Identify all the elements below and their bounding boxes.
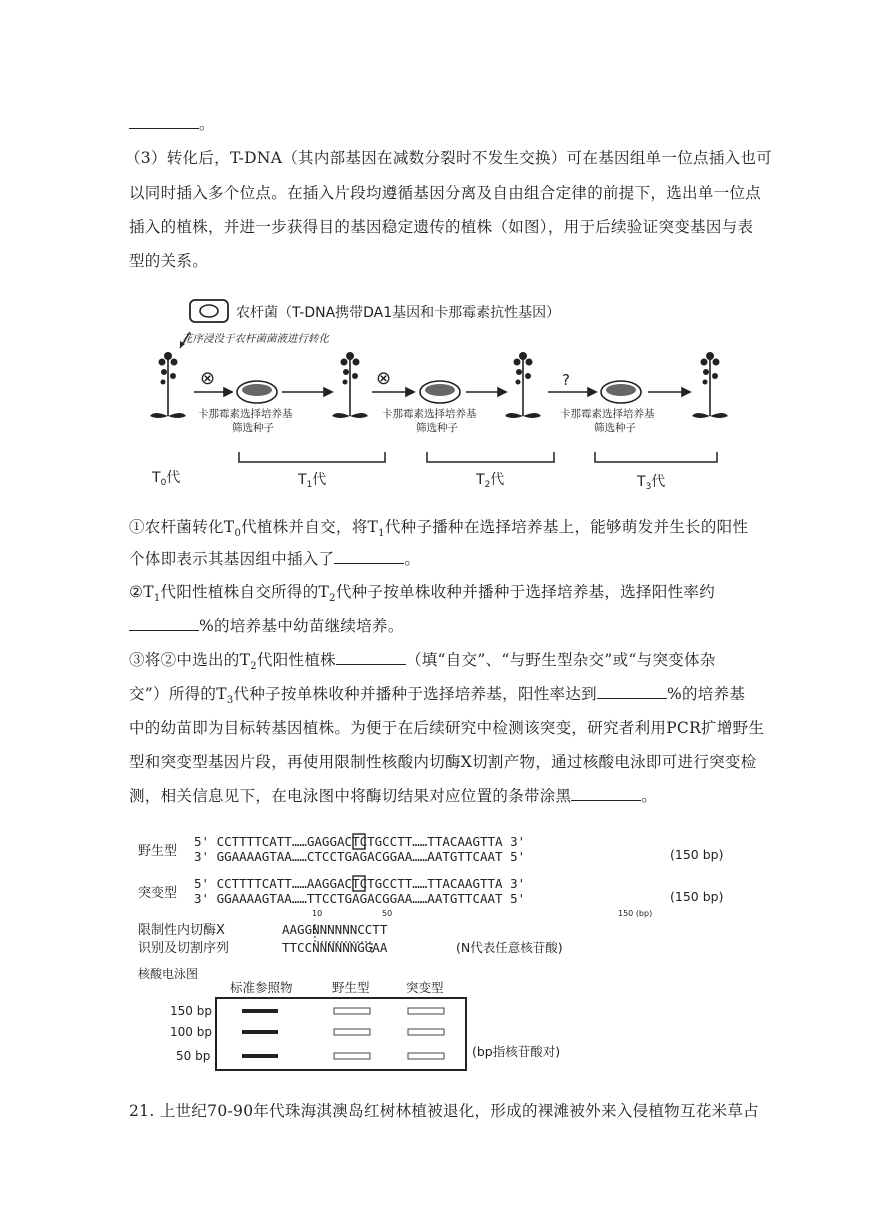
answer-blank-2: [129, 616, 199, 631]
item3-text-b: 代阳性植株: [256, 651, 336, 669]
item2-text-b: 代阳性植株自交所得的T: [160, 583, 330, 601]
sentence-end: 。: [199, 115, 215, 133]
item3-line-4: 型和突变型基因片段，再使用限制性核酸内切酶X切割产物，通过核酸电泳即可进行突变检: [129, 753, 757, 771]
plant-t3: [692, 352, 728, 418]
position-10: 10: [312, 909, 323, 918]
item3-line-3: 中的幼苗即为目标转基因植株。为便于在后续研究中检测该突变，研究者利用PCR扩增野生: [129, 719, 765, 737]
item2-text-c: 代种子按单株收种并播种于选择培养基，选择阳性率约: [335, 583, 716, 601]
item3-line-5: [129, 784, 657, 806]
item1-sub-b: 1: [378, 528, 385, 540]
empty-lanes: [334, 1008, 444, 1059]
item2-line-1: [129, 580, 715, 604]
wt-top-strand: 5' CCTTTTCATT……GAGGACTCTGCCTT……TTACAAGTTA 3': [194, 834, 526, 849]
mut-bottom-strand: 3' GGAAAAGTAA……TTCCTGAGACGGAA……AATGTTCAAT 5': [194, 891, 526, 906]
medium-label-3: 卡那霉素选择培养基: [560, 408, 655, 420]
medium-label-2: 卡那霉素选择培养基: [382, 408, 477, 420]
position-150: 150 (bp): [618, 909, 653, 918]
answer-blank-4: [597, 684, 667, 699]
petri-dish-2: [420, 381, 460, 403]
wt-slot-50: [334, 1053, 370, 1059]
prev-answer-blank-line: [129, 112, 215, 134]
item1-line-1: [129, 515, 748, 539]
wt-length: (150 bp): [670, 847, 724, 862]
enzyme-top-seq: AAGGNNNNNNCCTT: [282, 922, 388, 937]
item3-text-a: ③将②中选出的T: [129, 651, 251, 669]
agrobacterium-box: [190, 300, 228, 322]
answer-blank: [129, 114, 199, 129]
item1-end: 。: [404, 550, 421, 568]
enzyme-label-1: 限制性内切酶X: [138, 923, 225, 938]
dip-note: 花序浸没于农杆菌菌液进行转化: [182, 333, 329, 345]
item3-line-2: [129, 682, 745, 706]
col-standard: 标准参照物: [230, 980, 293, 995]
q21-line: 21. 上世纪70-90年代珠海淇澳岛红树林植被退化，形成的裸滩被外来入侵植物互花米草占: [129, 1102, 759, 1120]
wild-type-label: 野生型: [138, 844, 178, 859]
screen-label-1: 筛选种子: [232, 422, 274, 434]
position-50: 50: [382, 909, 393, 918]
mut-slot-50: [408, 1053, 444, 1059]
q3-intro-line-4: 型的关系。: [129, 252, 209, 270]
item1-text-l2: 个体即表示其基因组中插入了: [129, 550, 335, 568]
band-150-label: 150 bp: [170, 1004, 212, 1018]
agrobacterium-icon: [200, 305, 218, 317]
wt-slot-150: [334, 1008, 370, 1014]
col-wild-type: 野生型: [332, 980, 370, 995]
gen-t0-label: $T_0$代: [152, 470, 181, 488]
item3-text-l5: 测，相关信息见下，在电泳图中将酶切结果对应位置的条带涂黑: [129, 787, 572, 805]
std-band-50: [242, 1054, 278, 1058]
mut-length: (150 bp): [670, 889, 724, 904]
plant-t2: [505, 352, 541, 418]
band-50-label: 50 bp: [176, 1049, 211, 1063]
item1-text-b: 代植株并自交，将T: [241, 518, 379, 536]
generation-brackets: [239, 452, 717, 462]
item1-sub-a: 0: [234, 528, 242, 540]
bp-note: (bp指核苷酸对): [472, 1044, 561, 1059]
col-mutant: 突变型: [406, 980, 444, 995]
item2-line-2: [129, 614, 404, 636]
mutant-label: 突变型: [138, 886, 178, 901]
item1-text-a: ①农杆菌转化T: [129, 518, 235, 536]
sequence-gel-figure: [134, 826, 754, 1076]
screen-label-3: 筛选种子: [594, 422, 636, 434]
enzyme-bottom-seq: TTCCNNNNNNGGAA: [282, 940, 388, 955]
item2-sub-a: 1: [153, 593, 161, 605]
question-mark: ?: [562, 371, 570, 389]
answer-blank-5: [571, 786, 641, 801]
q3-intro-line-1: （3）转化后，T-DNA（其内部基因在减数分裂时不发生交换）可在基因组单一位点插入也可: [125, 149, 773, 167]
plant-t0: [150, 352, 186, 418]
item3-text-l2c: %的培养基: [666, 685, 746, 703]
n-note: (N代表任意核苷酸): [456, 940, 563, 955]
q3-intro-line-3: 插入的植株，并进一步获得目的基因稳定遗传的植株（如图），用于后续验证突变基因与表: [129, 218, 754, 236]
petri-dish-1: [237, 381, 277, 403]
wt-slot-100: [334, 1029, 370, 1035]
self-cross-symbol-1: ⊗: [200, 368, 216, 389]
figure-header: 农杆菌（T-DNA携带DA1基因和卡那霉素抗性基因）: [236, 305, 561, 321]
wt-bottom-strand: 3' GGAAAAGTAA……CTCCTGAGACGGAA……AATGTTCAAT 5': [194, 849, 526, 864]
gel-title: 核酸电泳图: [138, 967, 199, 981]
item1-text-c: 代种子播种在选择培养基上，能够萌发并生长的阳性: [384, 518, 749, 536]
item3-sub-a: 2: [250, 661, 257, 673]
plant-t1: [332, 352, 368, 418]
item2-sub-b: 2: [329, 593, 336, 605]
item3-text-l2b: 代种子按单株收种并播种于选择培养基，阳性率达到: [233, 685, 597, 703]
mut-slot-150: [408, 1008, 444, 1014]
band-100-label: 100 bp: [170, 1025, 212, 1039]
self-cross-symbol-2: ⊗: [376, 368, 392, 389]
answer-blank-1: [334, 549, 404, 564]
mut-slot-100: [408, 1029, 444, 1035]
std-band-100: [242, 1030, 278, 1034]
gen-t3-label: $T_3$代: [637, 474, 666, 492]
item3-line-1: [129, 648, 716, 672]
screen-label-2: 筛选种子: [416, 422, 458, 434]
item3-sub-l2: 3: [226, 695, 234, 707]
item3-text-l2a: 交”）所得的T: [129, 685, 227, 703]
gen-t1-label: $T_1$代: [298, 472, 327, 490]
gen-t2-label: $T_2$代: [476, 472, 505, 490]
transformation-workflow-figure: [140, 292, 740, 500]
item2-text-a: ②T: [129, 583, 154, 601]
item2-text-l2: %的培养基中幼苗继续培养。: [199, 617, 404, 635]
enzyme-label-2: 识别及切割序列: [138, 941, 230, 956]
mut-top-strand: 5' CCTTTTCATT……AAGGACTCTGCCTT……TTACAAGTTA 3': [194, 876, 526, 891]
item1-line-2: [129, 547, 420, 569]
std-band-150: [242, 1009, 278, 1013]
answer-blank-3: [336, 650, 406, 665]
q3-intro-line-2: 以同时插入多个位点。在插入片段均遵循基因分离及自由组合定律的前提下，选出单一位点: [129, 184, 762, 202]
petri-dish-3: [601, 381, 641, 403]
item3-text-c: （填“自交”、“与野生型杂交”或“与突变体杂: [405, 651, 716, 669]
medium-label-1: 卡那霉素选择培养基: [198, 408, 293, 420]
item3-end: 。: [641, 787, 658, 805]
